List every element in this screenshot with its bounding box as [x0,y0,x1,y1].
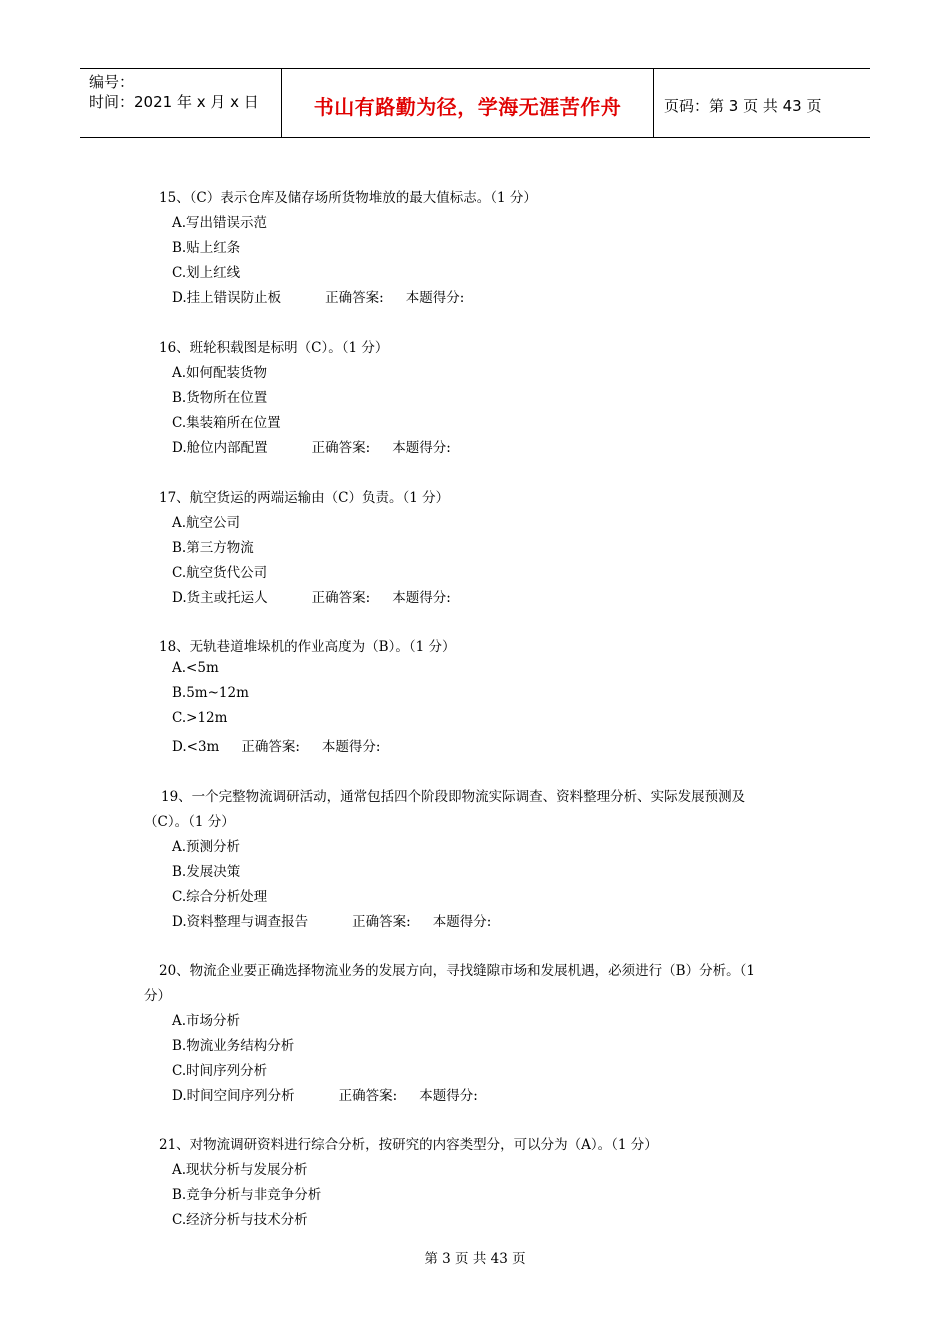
option-d-line [172,586,451,606]
answer-label: 正确答案: [338,1088,398,1104]
answer-label: 正确答案: [241,739,300,755]
option-b: B.物流业务结构分析 [172,1038,295,1054]
option-a: A.<5m [172,660,219,676]
question-stem: 19、一个完整物流调研活动，通常包括四个阶段即物流实际调查、资料整理分析、实际发展预测及 [161,789,746,805]
option-a: A.航空公司 [172,515,241,531]
question-stem-continued: （C）。（1 分） [144,814,235,830]
doc-time-label: 时间：2021 年 x 月 x 日 [89,93,259,111]
option-c: C.集装箱所在位置 [172,415,281,431]
option-c: C.综合分析处理 [172,889,268,905]
option-b: B.贴上红条 [172,240,241,256]
option-d: D.货主或托运人 [172,590,268,606]
option-d: D.时间空间序列分析 [172,1088,295,1104]
option-d-line [172,1084,478,1104]
score-label: 本题得分: [432,914,492,930]
option-b: B.发展决策 [172,864,241,880]
option-c: C.划上红线 [172,265,241,281]
question-stem-continued: 分） [144,988,171,1004]
header-page-code: 页码：第 3 页 共 43 页 [664,96,822,115]
question-stem: 17、航空货运的两端运输由（C）负责。（1 分） [159,490,450,506]
option-d: D.<3m [172,739,220,755]
option-b: B.5m~12m [172,685,249,701]
page-footer: 第 3 页 共 43 页 [424,1251,526,1267]
option-c: C.时间序列分析 [172,1063,268,1079]
header-motto-cell [282,69,654,137]
option-d-line [172,436,451,456]
option-a: A.预测分析 [172,839,241,855]
option-c: C.航空货代公司 [172,565,268,581]
score-label: 本题得分: [419,1088,478,1104]
option-c: C.>12m [172,710,228,726]
score-label: 本题得分: [392,440,451,456]
option-d-line [172,735,380,755]
score-label: 本题得分: [392,590,451,606]
page-header [80,68,870,138]
option-d-line [172,910,491,930]
doc-number-label: 编号： [89,73,135,91]
question-stem: 15、（C）表示仓库及储存场所货物堆放的最大值标志。（1 分） [159,190,537,206]
option-a: A.现状分析与发展分析 [172,1162,308,1178]
option-d: D.资料整理与调查报告 [172,914,309,930]
question-stem: 21、对物流调研资料进行综合分析，按研究的内容类型分，可以分为（A）。（1 分） [159,1137,658,1153]
answer-label: 正确答案: [352,914,411,930]
question-stem: 18、无轨巷道堆垛机的作业高度为（B）。（1 分） [159,639,456,655]
option-d: D.舱位内部配置 [172,440,268,456]
score-label: 本题得分: [405,290,465,306]
question-stem: 16、班轮积载图是标明（C）。（1 分） [159,340,389,356]
header-meta [80,69,282,137]
answer-label: 正确答案: [311,590,371,606]
option-b: B.第三方物流 [172,540,254,556]
option-a: A.如何配装货物 [172,365,268,381]
header-motto: 书山有路勤为径，学海无涯苦作舟 [313,94,622,119]
option-b: B.竞争分析与非竞争分析 [172,1187,322,1203]
option-a: A.写出错误示范 [172,215,268,231]
option-c: C.经济分析与技术分析 [172,1212,308,1228]
option-a: A.市场分析 [172,1013,241,1029]
answer-label: 正确答案: [311,440,371,456]
question-stem: 20、物流企业要正确选择物流业务的发展方向，寻找缝隙市场和发展机遇，必须进行（B）分析。（1 [159,963,755,979]
option-b: B.货物所在位置 [172,390,268,406]
answer-label: 正确答案: [325,290,384,306]
score-label: 本题得分: [321,739,381,755]
option-d: D.挂上错误防止板 [172,290,282,306]
option-d-line [172,286,464,306]
